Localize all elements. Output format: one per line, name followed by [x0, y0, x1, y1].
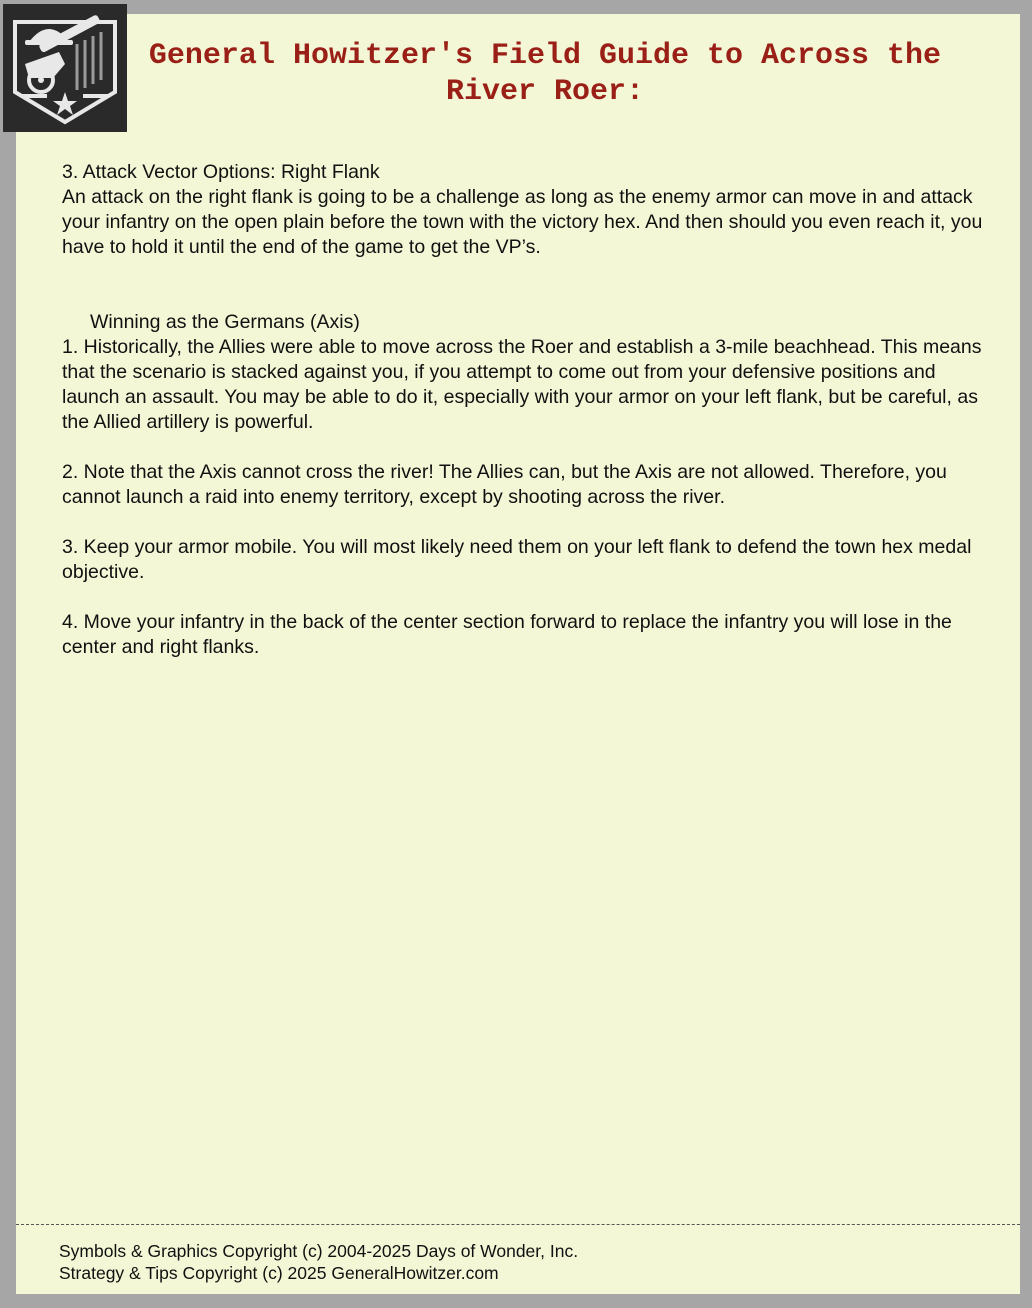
- right-flank-body: An attack on the right flank is going to be a challenge as long as the enemy armor can move in and attack your infantry on the open plain before the town with the victory hex. And then should you even reach it, you have to hold it until the end of the game to get the VP’s.: [62, 186, 983, 258]
- page-title: General Howitzer's Field Guide to Across the River Roer:: [148, 39, 942, 109]
- spacer: [62, 260, 992, 310]
- footer-divider: [16, 1224, 1020, 1225]
- axis-tip-4: 4. Move your infantry in the back of the center section forward to replace the infantry you will lose in the center and right flanks.: [62, 611, 952, 658]
- axis-tip-1: 1. Historically, the Allies were able to move across the Roer and establish a 3-mile beachhead. This means that the scenario is stacked against you, if you attempt to come out from your defensive positions and launch an assault. You may be able to do it, especially with your armor on your left flank, but be careful, as the Allied artillery is powerful.: [62, 336, 982, 433]
- frame-bottom: [0, 1294, 1032, 1308]
- guide-content: [62, 160, 992, 660]
- soldier-howitzer-emblem-icon: [3, 4, 127, 132]
- frame-left: [0, 0, 16, 1308]
- frame-top: [0, 0, 1032, 14]
- spacer: [62, 435, 992, 460]
- spacer: [62, 510, 992, 535]
- copyright-graphics: Symbols & Graphics Copyright (c) 2004-2025 Days of Wonder, Inc.: [59, 1241, 579, 1261]
- right-flank-heading: 3. Attack Vector Options: Right Flank: [62, 161, 380, 183]
- axis-tip-2: 2. Note that the Axis cannot cross the river! The Allies can, but the Axis are not allowed. Therefore, you cannot launch a raid into enemy territory, except by shooting across the river.: [62, 461, 947, 508]
- copyright-strategy: Strategy & Tips Copyright (c) 2025 GeneralHowitzer.com: [59, 1263, 499, 1283]
- frame-right: [1020, 0, 1032, 1308]
- axis-section-heading: Winning as the Germans (Axis): [90, 311, 360, 333]
- logo: [3, 4, 127, 132]
- footer: [59, 1240, 578, 1284]
- axis-tip-3: 3. Keep your armor mobile. You will most likely need them on your left flank to defend the town hex medal objective.: [62, 536, 972, 583]
- spacer: [62, 585, 992, 610]
